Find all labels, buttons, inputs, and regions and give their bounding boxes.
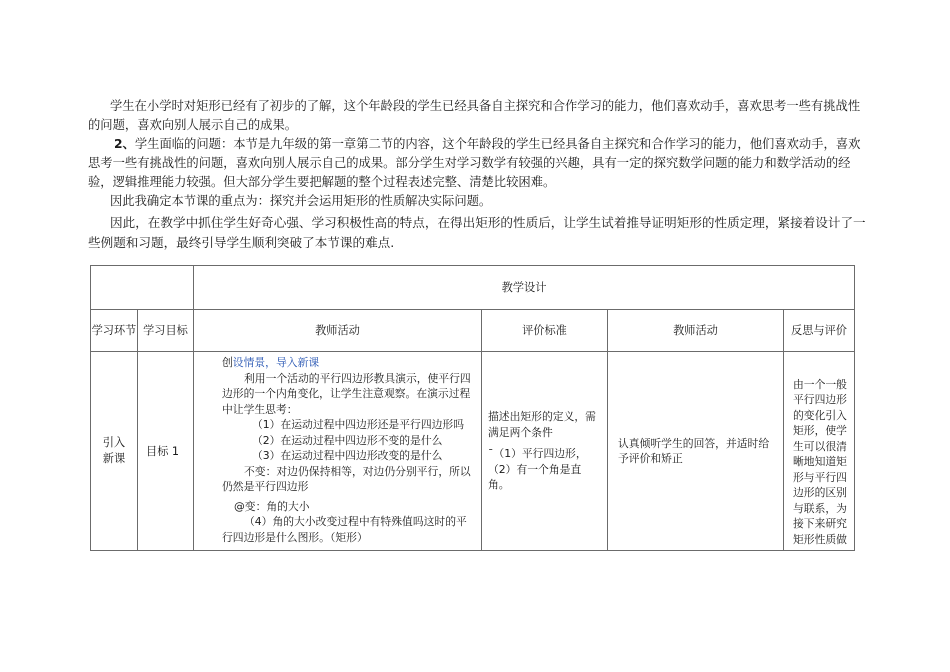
- table-title-row: [91, 266, 855, 310]
- activity-question-1: （1）在运动过程中四边形还是平行四边形吗: [252, 418, 465, 431]
- paragraph-3: 因此我确定本节课的重点为：探究并会运用矩形的性质解决实际问题。: [110, 194, 492, 208]
- paragraph-4: 因此，在教学中抓住学生好奇心强、学习积极性高的特点，在得出矩形的性质后，让学生试着推导证明矩形的性质定理，紧接着设计了一些例题和习题，最终引导学生顺利突破了本节课的难点.: [88, 215, 866, 250]
- criteria-item-2: （2）有一个角是直角。: [488, 462, 582, 492]
- header-stage: 学习环节: [91, 310, 138, 352]
- header-goal: 学习目标: [138, 310, 194, 352]
- criteria-item-1: ¯（1）平行四边形，: [488, 447, 587, 461]
- header-teacher-activity-2: 教师活动: [608, 310, 784, 352]
- activity-intro: 利用一个活动的平行四边形教具演示，使平行四边形的一个内角变化，让学生注意观察。在演示过程中让学生思考：: [222, 371, 471, 416]
- cell-stage: 引入新课: [91, 352, 138, 551]
- table-header-row: [91, 310, 855, 352]
- cell-criteria: [482, 352, 608, 551]
- paragraph-2-number: 2、: [114, 137, 135, 151]
- paragraph-2: [88, 135, 868, 192]
- cell-goal: 目标 1: [138, 352, 194, 551]
- paragraph-1: 学生在小学时对矩形已经有了初步的了解，这个年龄段的学生已经具备自主探究和合作学习的能力，他们喜欢动手，喜欢思考一些有挑战性的问题，喜欢向别人展示自己的成果。: [88, 99, 861, 132]
- activity-unchanged: 不变：对边仍保持相等，对边仍分别平行，所以仍然是平行四边形: [222, 464, 471, 493]
- header-teacher-activity: 教师活动: [194, 310, 482, 352]
- table-row: [91, 352, 855, 551]
- header-reflection: 反思与评价: [784, 310, 855, 352]
- table-title: 教学设计: [194, 266, 855, 310]
- teaching-design-table: [90, 265, 855, 551]
- cell-teacher-activity-2: 认真倾听学生的回答，并适时给予评价和矫正: [608, 352, 784, 551]
- header-criteria: 评价标准: [482, 310, 608, 352]
- activity-heading: 创设情景，导入新课: [222, 356, 320, 369]
- criteria-intro: 描述出矩形的定义，需满足两个条件: [488, 410, 596, 439]
- cell-reflection: 由一个一般平行四边形的变化引入矩形，使学生可以很清晰地知道矩形与平行四边形的区别与联系，为接下来研究矩形性质做: [784, 352, 855, 551]
- activity-question-3: （3）在运动过程中四边形改变的是什么: [252, 449, 443, 462]
- activity-question-2: （2）在运动过程中四边形不变的是什么: [252, 433, 443, 447]
- activity-changed: @变：角的大小: [234, 499, 310, 513]
- table-corner-cell: [91, 266, 194, 310]
- cell-teacher-activity: [194, 352, 482, 551]
- activity-question-4: （4）角的大小改变过程中有特殊值吗这时的平行四边形是什么图形。（矩形）: [222, 515, 467, 544]
- paragraph-2-text: 学生面临的问题：本节是九年级的第一章第二节的内容，这个年龄段的学生已经具备自主探究和合作学习的能力，他们喜欢动手，喜欢思考一些有挑战性的问题，喜欢向别人展示自己的成果。部分学生对学习数学有较强的兴趣，具有一定的探究数学问题的能力和数学活动的经验，逻辑推理能力较强。但大部分学生要把解题的整个过程表述完整、清楚比较困难。: [88, 137, 861, 189]
